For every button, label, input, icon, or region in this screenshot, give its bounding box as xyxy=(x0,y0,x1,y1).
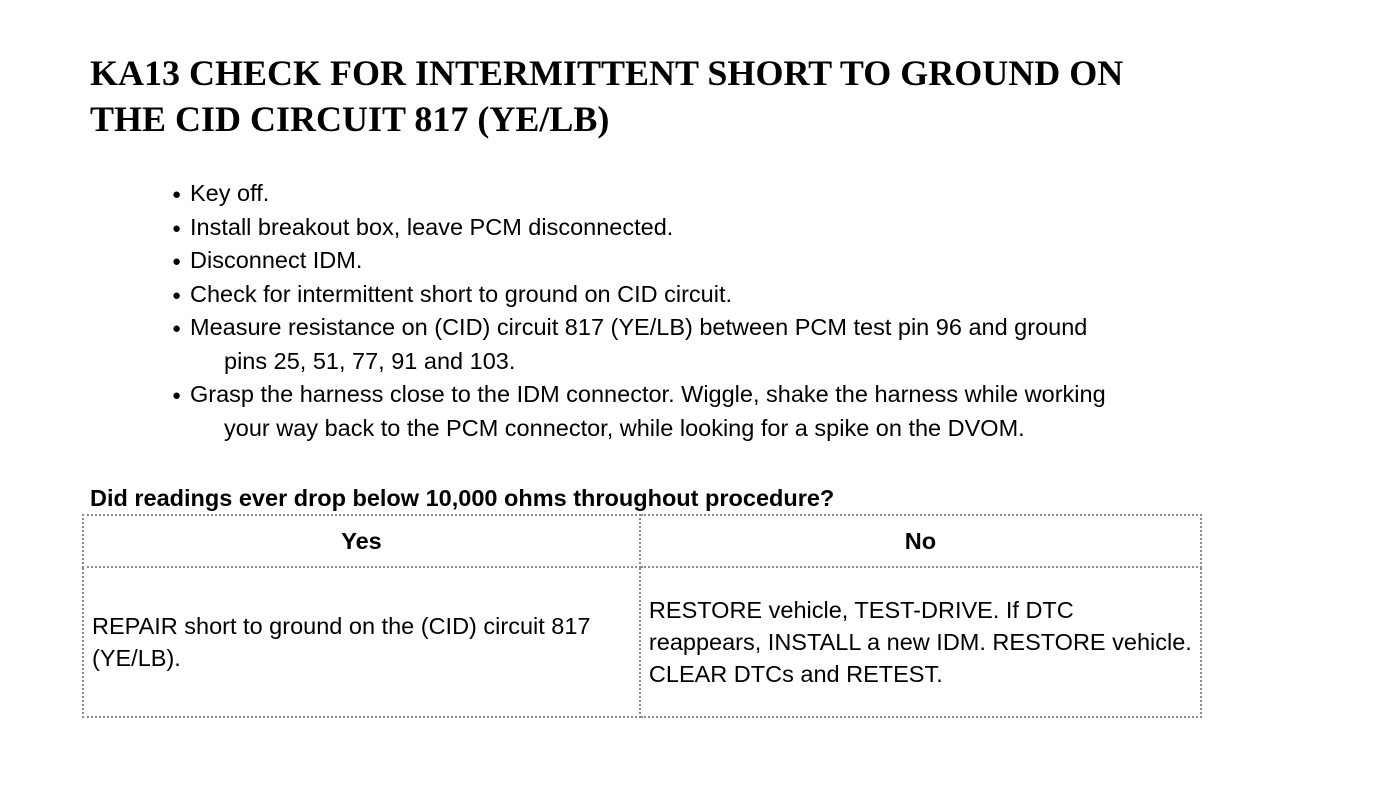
bullet-icon: ● xyxy=(172,253,182,270)
procedure-step-text: Key off. xyxy=(190,180,270,206)
bullet-icon: ● xyxy=(172,219,182,237)
procedure-step xyxy=(172,278,1322,312)
procedure-step xyxy=(172,244,1322,278)
page-title-line-2: THE CID CIRCUIT 817 (YE/LB) xyxy=(90,99,610,139)
procedure-step-continuation: pins 25, 51, 77, 91 and 103. xyxy=(224,347,516,374)
procedure-step xyxy=(172,177,1322,211)
procedure-step-text: Measure resistance on (CID) circuit 817 (YE/LB) between PCM test pin 96 and ground xyxy=(190,314,1088,340)
procedure-step xyxy=(172,378,1322,445)
procedure-step xyxy=(172,211,1322,245)
decision-table-row xyxy=(83,567,1201,717)
no-column-header: No xyxy=(640,515,1201,567)
decision-question: Did readings ever drop below 10,000 ohms throughout procedure? xyxy=(90,485,835,511)
no-action-cell: RESTORE vehicle, TEST-DRIVE. If DTC reappears, INSTALL a new IDM. RESTORE vehicle. CLEAR DTCs and RETEST. xyxy=(640,567,1201,717)
page-title xyxy=(90,50,1290,142)
decision-table xyxy=(82,514,1202,718)
procedure-step-text: Disconnect IDM. xyxy=(190,247,363,273)
bullet-icon: ● xyxy=(172,286,182,304)
page-title-line-1: KA13 CHECK FOR INTERMITTENT SHORT TO GROUND ON xyxy=(90,53,1124,93)
bullet-icon: ● xyxy=(172,186,182,203)
yes-column-header: Yes xyxy=(83,515,640,567)
yes-action-cell: REPAIR short to ground on the (CID) circuit 817 (YE/LB). xyxy=(83,567,640,717)
procedure-step xyxy=(172,311,1322,378)
procedure-step-text: Install breakout box, leave PCM disconnected. xyxy=(190,213,674,240)
bullet-icon: ● xyxy=(172,387,182,404)
decision-table-header-row xyxy=(83,515,1201,567)
procedure-step-text: Check for intermittent short to ground on CID circuit. xyxy=(190,280,733,307)
procedure-steps-list xyxy=(172,177,1322,445)
bullet-icon: ● xyxy=(172,320,182,337)
procedure-step-text: Grasp the harness close to the IDM connector. Wiggle, shake the harness while working xyxy=(190,381,1106,407)
procedure-step-continuation: your way back to the PCM connector, while looking for a spike on the DVOM. xyxy=(224,414,1025,441)
